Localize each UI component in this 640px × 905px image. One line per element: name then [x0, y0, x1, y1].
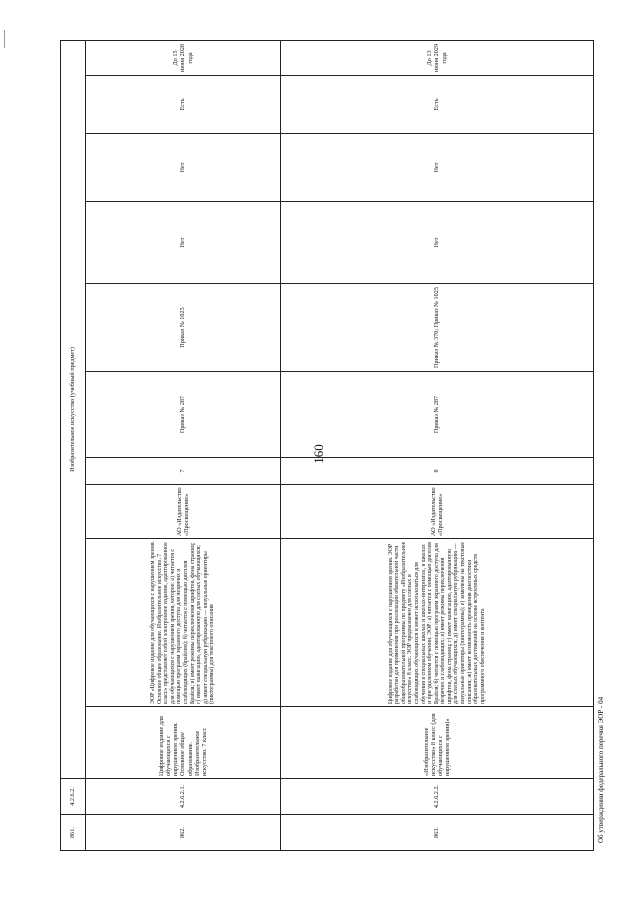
rotated-table-container [60, 41, 593, 851]
flag-2: Нет [281, 134, 594, 202]
resource-description: ЭОР «Цифровое издание для обучающихся с нарушением зрения. Основное общее образование. Изобразительное искусство. 7 класс» представляет собой электронное издание, адаптированное для обучающихся с нарушением зрения, которое: а) читается с помощью программ экранного доступа для незрячих и слабовидящих (брайлем); б) читается с помощью дисплея Брайля; в) имеет режимы переключения шрифтов, фона страниц; г) имеет навигацию, адаптированную для слепых обучающихся; д) имеет специальную рубрикацию — визуальные ориентиры (пиктограммы) для текстового описания [86, 539, 281, 707]
resource-description: Цифровое издание для обучающихся с нарушением зрения. ЭОР разработан для применения при реализации обязательной части общеобразовательной программы по предмету «Изобразительное искусство» 8 класс. ЭОР предназначен для слепых и слабовидящих обучающихся и может использоваться для обучения в специальных школах и школах-интернатах, в школах и при удаленном обучении. ЭОР: а) читается с помощью дисплея Брайля; б) читается с помощью программ экранного доступа для незрячих и слабовидящих; в) имеет режимы переключения шрифтов, фона страниц; г) имеет навигацию, адаптированную для слепых обучающихся; д) имеет специальную рубрикацию — визуальные ориентиры (пиктограммы); е) заменены на текстовые описания; ж) имеет возможность проведения диагностики образовательных достижений на основе встроенных средств программного обеспечения и контента [281, 539, 594, 707]
table-row-861 [61, 40, 86, 850]
row-number: 862. [86, 815, 281, 851]
scan-edge-mark [4, 30, 5, 48]
row-code: 4.2.6.2.1. [86, 779, 281, 815]
document-footer: Об утверждении федерального перечня ЭОР - 04 [597, 696, 605, 843]
flag-1: Нет [86, 202, 281, 284]
row-number: 863. [281, 815, 594, 851]
flag-1: Нет [281, 202, 594, 284]
table-row-862 [86, 40, 281, 850]
page-number: 160 [311, 444, 326, 464]
row-code: 4.2.6.2.2. [281, 779, 594, 815]
order-reference-1: Приказ № 287 [86, 372, 281, 458]
resource-name: «Изобразительное искусство» 8 класс (для обучающихся с нарушением зрения)» [281, 707, 594, 779]
eor-table [60, 40, 594, 851]
resource-name: Цифровое издание для обучающихся с нарушением зрения. Основное общее образование. Изобразительное искусство. 7 класс [86, 707, 281, 779]
order-reference-2: Приказ № 370; Приказ № 1025 [281, 284, 594, 372]
grade-level: 8 [281, 458, 594, 485]
order-reference-1: Приказ № 287 [281, 372, 594, 458]
row-code: 4.2.6.2. [61, 779, 86, 815]
validity-term: До 13 июня 2029 года [281, 40, 594, 75]
publisher: АО «Издательство «Просвещение» [86, 485, 281, 539]
availability-status: Есть [86, 76, 281, 134]
row-number: 861. [61, 815, 86, 851]
flag-2: Нет [86, 134, 281, 202]
publisher: АО «Издательство «Просвещение» [281, 485, 594, 539]
availability-status: Есть [281, 76, 594, 134]
section-title: Изобразительное искусство (учебный предмет) [61, 40, 86, 778]
grade-level: 7 [86, 458, 281, 485]
order-reference-2: Приказ № 1025 [86, 284, 281, 372]
table-row-863 [281, 40, 594, 850]
validity-term: До 15 июня 2028 года [86, 40, 281, 75]
